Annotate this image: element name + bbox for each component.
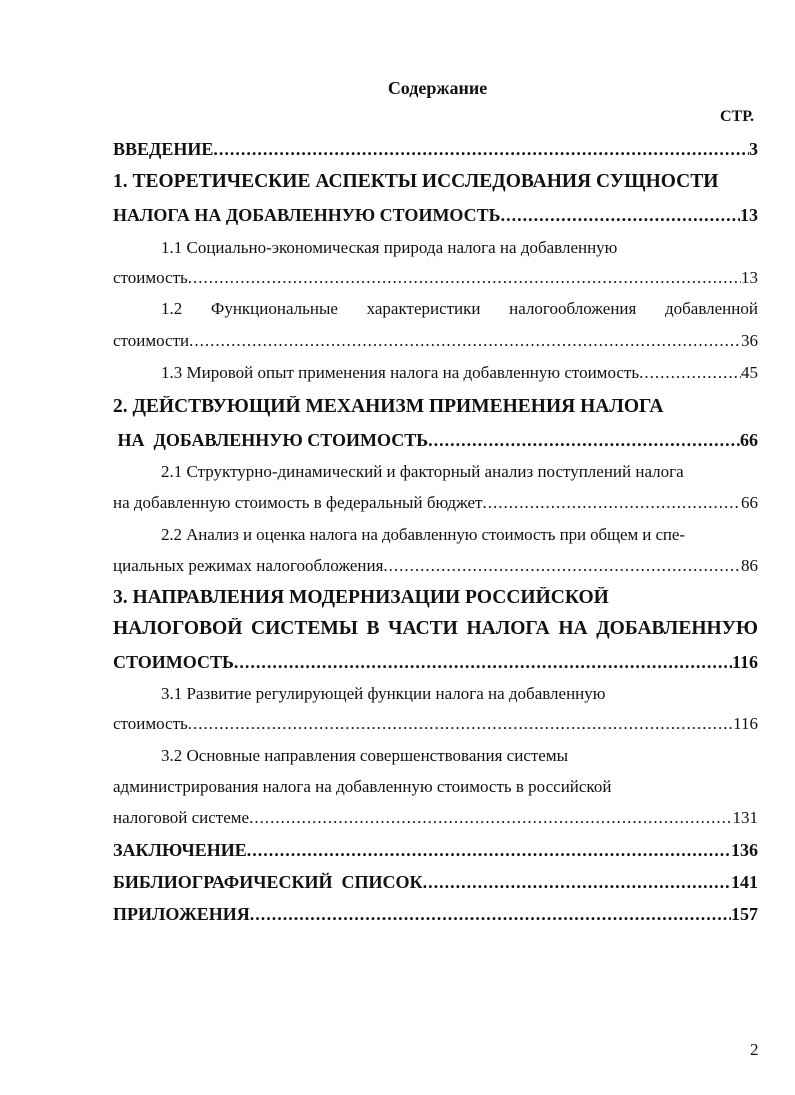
toc-ch1-title-line1: 1. ТЕОРЕТИЧЕСКИЕ АСПЕКТЫ ИССЛЕДОВАНИЯ СУЩНОСТИ <box>113 171 719 192</box>
toc-s12-line1 <box>113 298 758 320</box>
toc-s21-text: на добавленную стоимость в федеральный бюджет <box>113 493 483 512</box>
toc-s13-text: 1.3 Мировой опыт применения налога на добавленную стоимость <box>161 363 640 382</box>
page-column-label: СТР. <box>720 108 754 125</box>
toc-appendices-text: ПРИЛОЖЕНИЯ <box>113 904 250 924</box>
toc-s21-page: 66 <box>741 493 758 512</box>
toc-ch2-title-line1: 2. ДЕЙСТВУЮЩИЙ МЕХАНИЗМ ПРИМЕНЕНИЯ НАЛОГА <box>113 396 664 417</box>
toc-ch3-word: НА <box>558 618 588 639</box>
toc-ch3-word: НАЛОГОВОЙ <box>113 618 243 639</box>
toc-s22-line1: 2.2 Анализ и оценка налога на добавленную стоимость при общем и спе- <box>161 525 685 544</box>
toc-s21-line1: 2.1 Структурно-динамический и факторный анализ поступлений налога <box>161 462 684 481</box>
toc-ch3-page: 116 <box>731 652 758 672</box>
toc-s12-line2 <box>113 330 758 352</box>
toc-intro <box>113 138 758 160</box>
toc-s32-text: налоговой системе <box>113 808 250 827</box>
toc-ch3-word: ЧАСТИ <box>388 618 458 639</box>
toc-s31-line2 <box>113 713 758 735</box>
toc-s11-line1: 1.1 Социально-экономическая природа налога на добавленную <box>161 238 618 257</box>
toc-bibliography-page: 141 <box>731 872 758 892</box>
toc-s12-text: стоимости <box>113 331 190 350</box>
toc-s32-line1: 3.2 Основные направления совершенствования системы <box>161 746 569 765</box>
toc-s13-page: 45 <box>741 363 758 382</box>
toc-s22-line2 <box>113 555 758 577</box>
toc-s32-page: 131 <box>732 808 758 827</box>
toc-s12-page: 36 <box>741 331 758 350</box>
toc-ch1-page: 13 <box>740 205 758 225</box>
toc-s12-word: Функциональные <box>210 299 338 318</box>
toc-s22-text: циальных режимах налогообложения <box>113 556 384 575</box>
toc-s11-text: стоимость <box>113 268 188 287</box>
toc-s12-word: налогообложения <box>509 299 637 318</box>
toc-conclusion-page: 136 <box>731 840 758 860</box>
toc-ch2-title-line2 <box>113 429 758 451</box>
toc-s31-page: 116 <box>733 714 758 733</box>
toc-s31-text: стоимость <box>113 714 188 733</box>
toc-ch3-title-line2 <box>113 618 758 640</box>
toc-s32-line2: администрирования налога на добавленную стоимость в российской <box>113 777 612 796</box>
toc-s21-line2 <box>113 492 758 514</box>
toc-s11-page: 13 <box>741 268 758 287</box>
toc-appendices <box>113 903 758 925</box>
toc-ch3-word: ДОБАВЛЕННУЮ <box>596 618 758 639</box>
toc-ch3-title-line3 <box>113 651 758 673</box>
toc-bibliography <box>113 871 758 893</box>
toc-s12-word: характеристики <box>366 299 481 318</box>
page-title: Содержание <box>387 78 488 98</box>
toc-conclusion <box>113 839 758 861</box>
toc-ch3-word: НАЛОГА <box>466 618 550 639</box>
toc-intro-page: 3 <box>749 139 758 159</box>
toc-bibliography-text: БИБЛИОГРАФИЧЕСКИЙ СПИСОК <box>113 872 423 892</box>
toc-appendices-page: 157 <box>731 904 758 924</box>
toc-intro-text: ВВЕДЕНИЕ <box>113 139 214 159</box>
toc-s32-line3 <box>113 807 758 829</box>
toc-s12-word: добавленной <box>665 299 758 318</box>
toc-s11-line2 <box>113 267 758 289</box>
toc-ch2-text: НА ДОБАВЛЕННУЮ СТОИМОСТЬ <box>113 430 429 450</box>
toc-s12-word: 1.2 <box>161 299 183 318</box>
toc-ch3-word: СИСТЕМЫ <box>251 618 358 639</box>
toc-ch1-text: НАЛОГА НА ДОБАВЛЕННУЮ СТОИМОСТЬ <box>113 205 501 225</box>
toc-ch2-page: 66 <box>740 430 758 450</box>
toc-ch3-title-line1: 3. НАПРАВЛЕНИЯ МОДЕРНИЗАЦИИ РОССИЙСКОЙ <box>113 587 609 608</box>
toc-s22-page: 86 <box>741 556 758 575</box>
page-number: 2 <box>750 1040 759 1059</box>
toc-s13 <box>113 362 758 384</box>
toc-ch3-word: В <box>366 618 380 639</box>
toc-ch1-title-line2 <box>113 204 758 226</box>
toc-s31-line1: 3.1 Развитие регулирующей функции налога на добавленную <box>161 684 606 703</box>
toc-ch3-text: СТОИМОСТЬ <box>113 652 234 672</box>
toc-conclusion-text: ЗАКЛЮЧЕНИЕ <box>113 840 247 860</box>
